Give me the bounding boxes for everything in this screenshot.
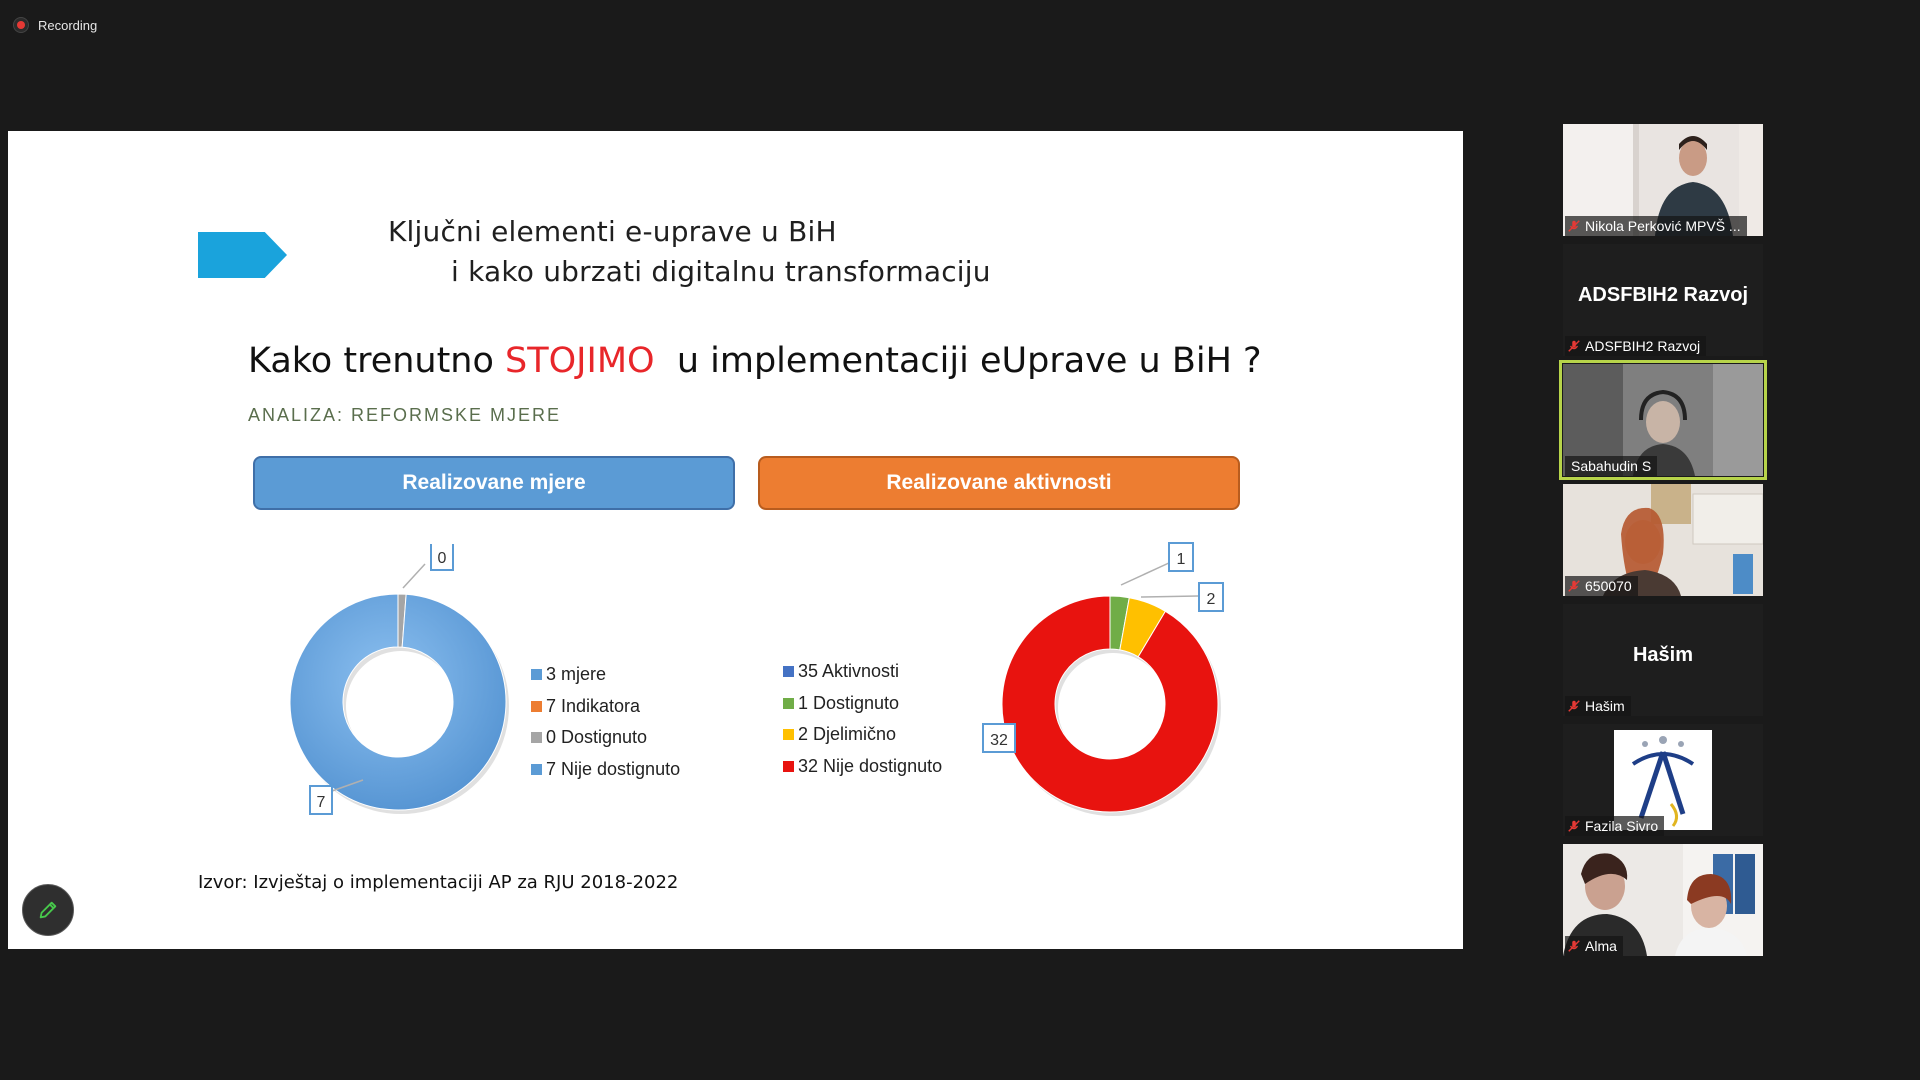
legend-swatch (531, 701, 542, 712)
legend-item (783, 656, 942, 688)
legend-item (783, 688, 942, 720)
legend-label: 3 mjere (546, 664, 607, 685)
realizovane-aktivnosti-button: Realizovane aktivnosti (758, 456, 1240, 510)
legend-label: 7 Nije dostignuto (546, 758, 681, 779)
legend-swatch (783, 729, 794, 740)
mic-muted-icon (1567, 219, 1581, 233)
legend-item (783, 751, 942, 783)
legend-item (531, 754, 680, 786)
slide-title-line1: Ključni elementi e-uprave u BiH (388, 215, 837, 248)
mic-muted-icon (1567, 699, 1581, 713)
chart-aktivnosti (973, 541, 1243, 831)
legend-label: 1 Dostignuto (798, 692, 900, 713)
participant-name: Fazila Sivro (1585, 818, 1659, 834)
chart-mjere (273, 544, 533, 834)
participant-name-label (1565, 336, 1706, 356)
participant-display-name: Hašim (1632, 644, 1694, 666)
participant-name: Hašim (1585, 698, 1625, 714)
slide-title-line2: i kako ubrzati digitalnu transformaciju (451, 255, 991, 288)
legend-item (531, 722, 680, 754)
mic-muted-icon (1567, 939, 1581, 953)
participant-name: Nikola Perković MPVŠ ... (1585, 218, 1741, 234)
legend-swatch (531, 669, 542, 680)
participant-name-label (1565, 216, 1747, 236)
slide-subheading: ANALIZA: REFORMSKE MJERE (248, 405, 562, 425)
legend-item (531, 691, 680, 723)
recording-dot-icon (14, 18, 28, 32)
participant-name-label (1565, 816, 1664, 836)
annotate-button[interactable] (22, 884, 74, 936)
participant-name-label (1565, 936, 1623, 956)
mic-muted-icon (1567, 819, 1581, 833)
participant-tile[interactable] (1563, 124, 1763, 236)
legend-item (783, 719, 942, 751)
mic-muted-icon (1567, 579, 1581, 593)
participant-tile-active-speaker[interactable] (1563, 364, 1763, 476)
legend-label: 2 Djelimično (798, 724, 897, 745)
participant-name: Alma (1585, 938, 1617, 954)
question-part1: Kako trenutno (248, 341, 506, 381)
data-label-0: 0 (437, 550, 447, 567)
recording-indicator[interactable] (14, 15, 97, 35)
data-label-2: 2 (1206, 591, 1216, 608)
slice-nije-dostignuto (1002, 596, 1218, 812)
legend-label: 7 Indikatora (546, 695, 641, 716)
legend-swatch (783, 666, 794, 677)
slide-question (248, 341, 1262, 381)
participant-name-label (1565, 576, 1638, 596)
participant-name: Sabahudin S (1571, 458, 1652, 474)
participant-tile[interactable] (1563, 724, 1763, 836)
participant-display-name: ADSFBIH2 Razvoj (1577, 284, 1749, 306)
legend-swatch (531, 732, 542, 743)
question-part2: u implementaciji eUprave u BiH ? (654, 341, 1262, 381)
mic-muted-icon (1567, 339, 1581, 353)
legend-swatch (783, 761, 794, 772)
participant-tile[interactable] (1563, 484, 1763, 596)
participant-tile[interactable] (1563, 844, 1763, 956)
arrow-shape (198, 232, 287, 278)
question-highlight: STOJIMO (505, 341, 655, 381)
legend-label: 35 Aktivnosti (798, 661, 900, 682)
legend-swatch (531, 764, 542, 775)
legend-swatch (783, 698, 794, 709)
slice-nije-dostignuto (290, 594, 506, 810)
participant-tile[interactable] (1563, 244, 1763, 356)
pen-icon (37, 899, 59, 921)
legend-label: 32 Nije dostignuto (798, 755, 943, 776)
recording-label: Recording (38, 17, 98, 33)
realizovane-mjere-button: Realizovane mjere (253, 456, 735, 510)
participant-name: 650070 (1585, 578, 1632, 594)
slide-source: Izvor: Izvještaj o implementaciji AP za RJU 2018-2022 (198, 872, 679, 893)
legend-item (531, 659, 680, 691)
shared-slide (8, 131, 1463, 949)
participant-name: ADSFBIH2 Razvoj (1585, 338, 1701, 354)
data-label-32: 32 (990, 732, 1008, 749)
participant-name-label (1565, 696, 1631, 716)
participant-tile[interactable] (1563, 604, 1763, 716)
legend-label: 0 Dostignuto (546, 727, 648, 748)
legend-aktivnosti (783, 656, 942, 782)
data-label-7: 7 (316, 794, 326, 811)
legend-mjere (531, 659, 680, 785)
participant-name-label (1565, 456, 1657, 476)
data-label-1: 1 (1176, 551, 1186, 568)
